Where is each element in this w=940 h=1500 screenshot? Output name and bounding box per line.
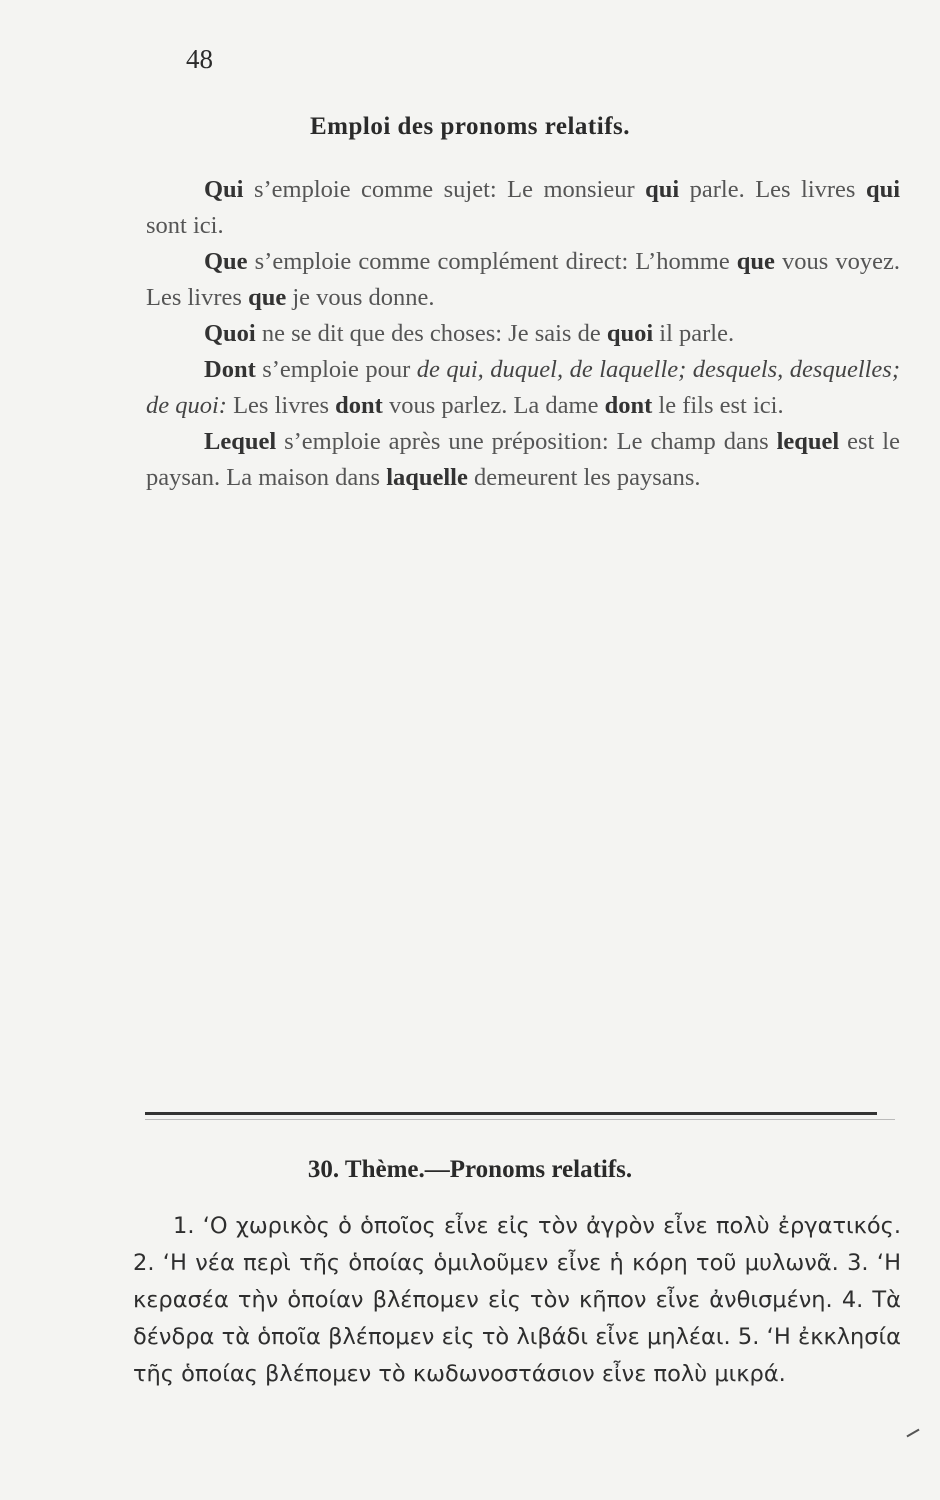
paragraph-dont xyxy=(146,352,900,424)
keyword: qui xyxy=(645,176,680,203)
paragraph-text: s’emploie pour xyxy=(255,356,417,383)
section-body xyxy=(146,172,900,496)
paragraph-qui xyxy=(146,172,900,244)
italic-forms: de qui, duquel, de laquelle; desquels, desquelles; de quoi: xyxy=(146,356,900,419)
paragraph-text: s’emploie comme sujet: Le monsieur xyxy=(243,176,646,203)
paragraph-text: Les livres xyxy=(226,392,336,419)
paragraph-quoi xyxy=(146,316,900,352)
page-number: 48 xyxy=(186,44,213,74)
paragraph-text: est le paysan. La maison dans xyxy=(146,428,900,491)
paragraph-text: vous parlez. La dame xyxy=(382,392,605,419)
paragraph-text: s’emploie après une préposition: Le champ dans xyxy=(276,428,777,455)
paragraph-text: s’emploie comme complément direct: L’homme xyxy=(247,248,737,275)
paragraph-text: sont ici. xyxy=(146,212,224,239)
keyword: Dont xyxy=(204,356,256,383)
pencil-mark xyxy=(906,1429,919,1438)
keyword: laquelle xyxy=(386,464,468,491)
keyword: Lequel xyxy=(204,428,277,455)
keyword: que xyxy=(736,248,775,275)
paragraph-que xyxy=(146,244,900,316)
exercise-text: 1. ‘Ο χωρικὸς ὁ ὁποῖος εἶνε εἰς τὸν ἀγρὸν εἶνε πολὺ ἐργατικός. 2. ‘Η νέα περὶ τῆς ὁποίας ὁμιλοῦμεν εἶνε ἡ κόρη τοῦ μυλωνᾶ. 3. ‘Η κερασέα τὴν ὁποίαν βλέπομεν εἰς τὸν κῆπον εἶνε ἀνθισμένη. 4. Τὰ δένδρα τὰ ὁποῖα βλέπομεν εἰς τὸ λιβάδι εἶνε μηλέαι. 5. ‘Η ἐκκλησία τῆς ὁποίας βλέπομεν τὸ κωδωνοστάσιον εἶνε πολὺ μικρά. xyxy=(133,1213,901,1387)
keyword: dont xyxy=(335,392,383,419)
paragraph-text: le fils est ici. xyxy=(652,392,784,419)
keyword: Quoi xyxy=(204,320,256,347)
paragraph-lequel xyxy=(146,424,900,496)
paragraph-text: demeurent les paysans. xyxy=(467,464,701,491)
paragraph-text: vous voyez. Les livres xyxy=(146,248,900,311)
exercise-heading: 30. Thème.—Pronoms relatifs. xyxy=(307,1156,633,1183)
keyword: Qui xyxy=(204,176,244,203)
section-heading: Emploi des pronoms relatifs. xyxy=(309,113,631,140)
keyword: quoi xyxy=(606,320,654,347)
paragraph-text: il parle. xyxy=(653,320,735,347)
exercise-body xyxy=(133,1208,901,1393)
keyword: Que xyxy=(204,248,248,275)
divider-rule xyxy=(145,1112,877,1115)
keyword: que xyxy=(248,284,287,311)
divider-rule-shadow xyxy=(145,1119,895,1120)
keyword: dont xyxy=(604,392,653,419)
keyword: qui xyxy=(865,176,900,203)
paragraph-text: je vous donne. xyxy=(286,284,435,311)
paragraph-text: ne se dit que des choses: Je sais de xyxy=(255,320,607,347)
keyword: lequel xyxy=(776,428,840,455)
paragraph-text: parle. Les livres xyxy=(679,176,866,203)
